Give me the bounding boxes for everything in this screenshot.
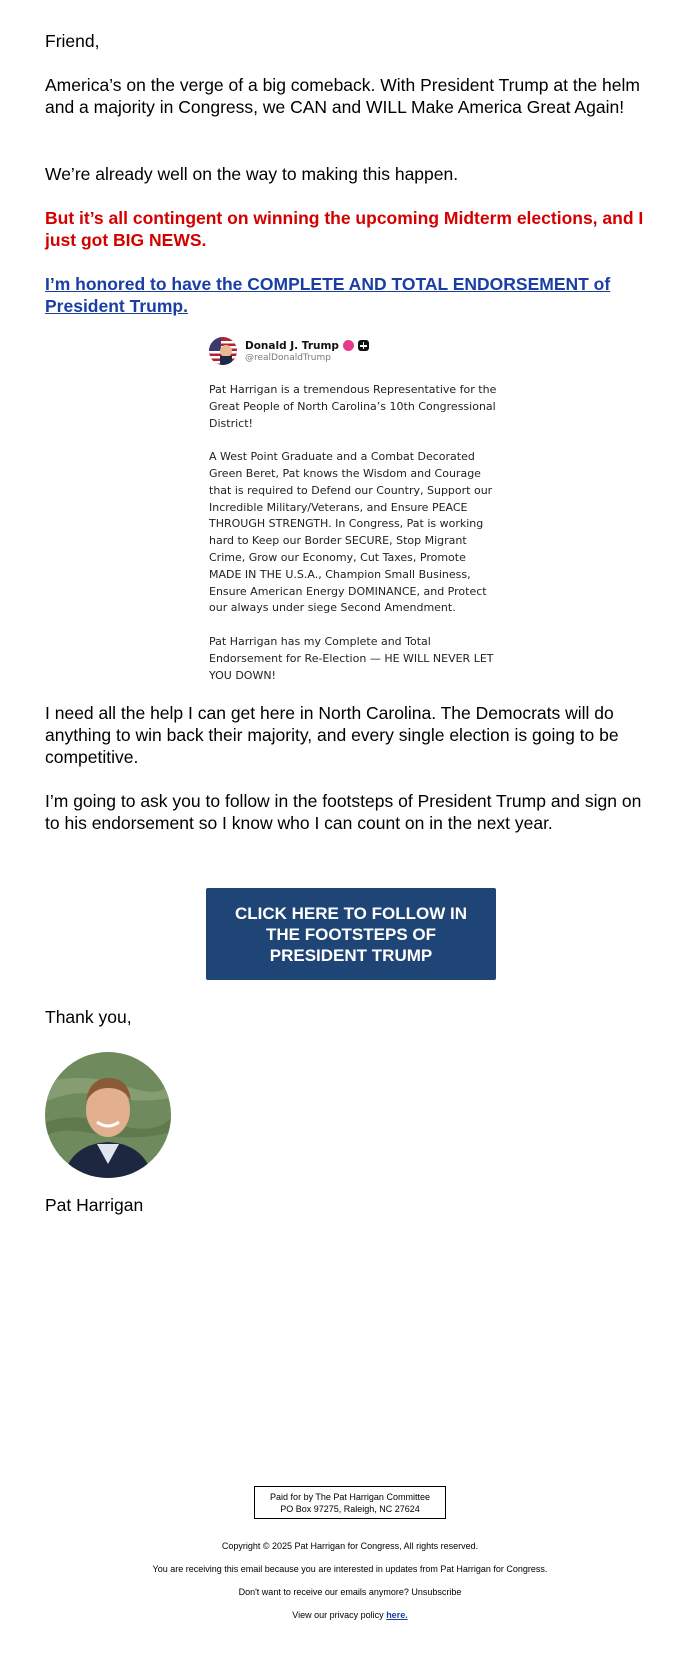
endorsement-link[interactable]: I’m honored to have the COMPLETE AND TOTAL ENDORSEMENT of President Trump. (45, 274, 611, 316)
paragraph-big-news: But it’s all contingent on winning the upcoming Midterm elections, and I just got BIG NEWS. (45, 208, 644, 250)
paid-for-line-1: Paid for by The Pat Harrigan Committee (270, 1492, 430, 1502)
follow-footsteps-button[interactable]: CLICK HERE TO FOLLOW IN THE FOOTSTEPS OF PRESIDENT TRUMP (206, 888, 496, 980)
privacy-prefix: View our privacy policy (292, 1610, 384, 1620)
trump-avatar (209, 337, 237, 365)
privacy-policy-link[interactable]: here. (386, 1610, 408, 1620)
paragraph-follow: I’m going to ask you to follow in the footsteps of President Trump and sign on to his endorsement so I know who I can count on in the next year. (45, 791, 642, 833)
privacy-line (0, 1609, 700, 1621)
headshot-avatar (45, 1052, 171, 1178)
author-name: Donald J. Trump (245, 339, 339, 352)
unsubscribe-line[interactable]: Don't want to receive our emails anymore? Unsubscribe (238, 1587, 462, 1597)
author-handle: @realDonaldTrump (245, 352, 331, 363)
paragraph-on-the-way: We’re already well on the way to making this happen. (45, 164, 459, 184)
verified-badge-icon (343, 340, 354, 351)
copyright-line: Copyright © 2025 Pat Harrigan for Congress, All rights reserved. (221, 1541, 479, 1551)
plus-badge-icon (358, 340, 369, 351)
paragraph-help: I need all the help I can get here in North Carolina. The Democrats will do anything to win back their majority, and every single election is going to be competitive. (45, 703, 619, 767)
paid-for-line-2: PO Box 97275, Raleigh, NC 27624 (280, 1504, 420, 1514)
greeting: Friend, (45, 31, 100, 51)
post-author (245, 340, 369, 352)
endorsement-post (209, 334, 499, 684)
signature-name: Pat Harrigan (45, 1195, 144, 1215)
post-text: Pat Harrigan is a tremendous Representative for the Great People of North Carolina’s 10th Congressional District! A West Point Graduate and a Combat Decorated Green Beret, Pat knows the Wisdom and Courage that is required to Defend our Country, Support our Incredible Military/Veterans, and Ensure PEACE THROUGH STRENGTH. In Congress, Pat is working hard to Keep our Border SECURE, Stop Migrant Crime, Grow our Economy, Cut Taxes, Promote MADE IN THE U.S.A., Champion Small Business, Ensure American Energy DOMINANCE, and Protect our always under siege Second Amendment. Pat Harrigan has my Complete and Total Endorsement for Re-Election — HE WILL NEVER LET YOU DOWN! (209, 383, 497, 682)
paragraph-comeback: America’s on the verge of a big comeback. With President Trump at the helm and a majority in Congress, we CAN and WILL Make America Great Again! (45, 75, 640, 117)
receiving-notice: You are receiving this email because you are interested in updates from Pat Harrigan for Congress. (152, 1564, 548, 1574)
paid-for-disclaimer (254, 1486, 446, 1519)
sign-off: Thank you, (45, 1007, 132, 1027)
post-header (209, 334, 499, 368)
